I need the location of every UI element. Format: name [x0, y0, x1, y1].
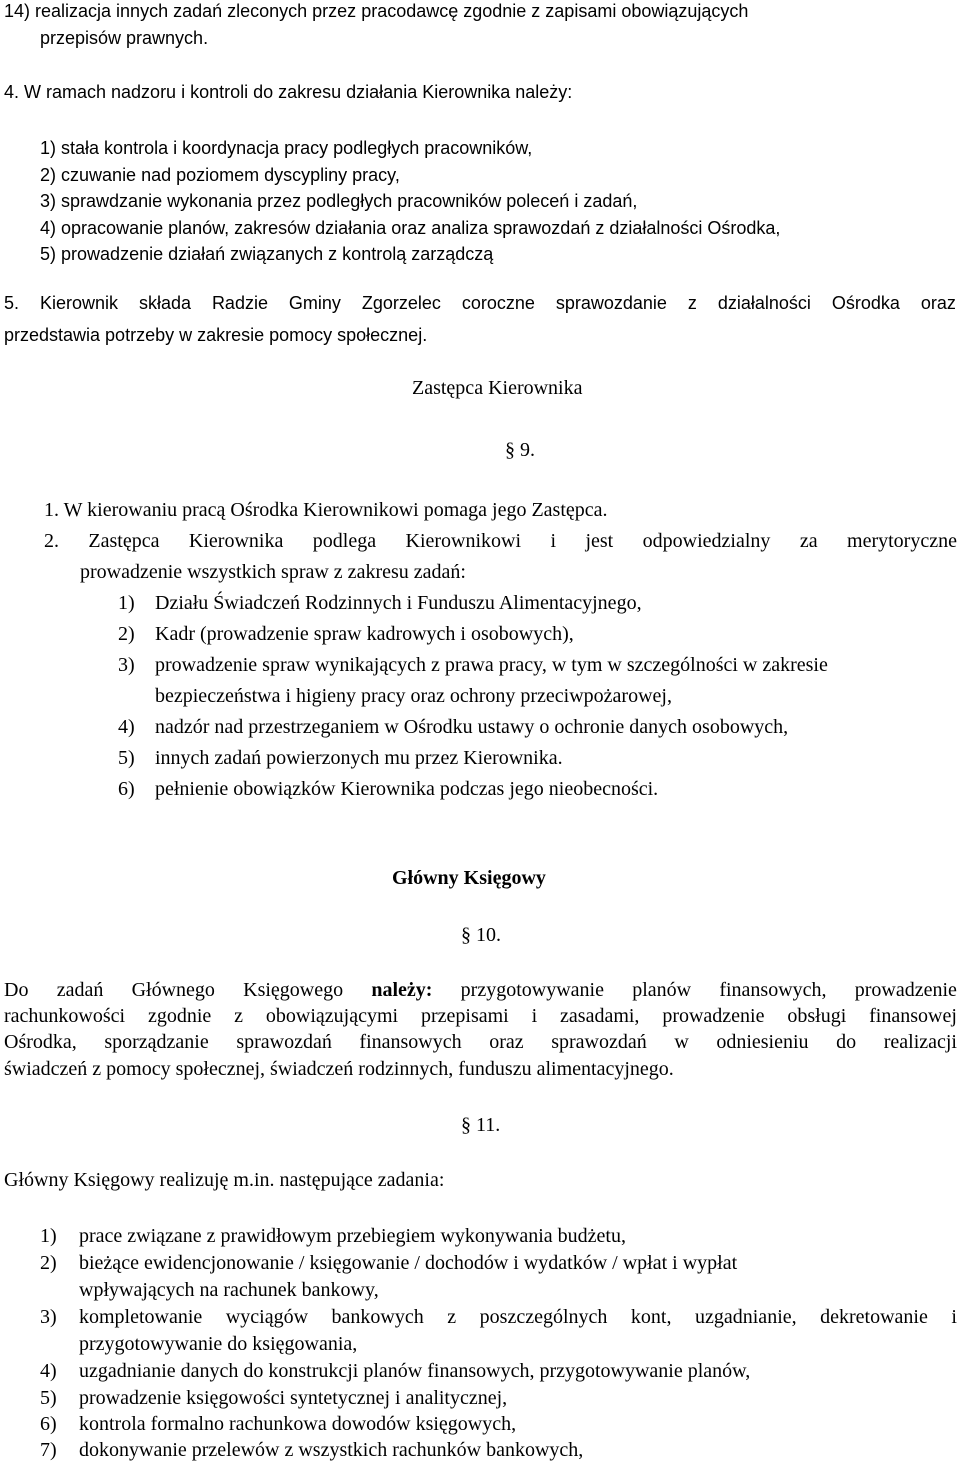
list-item: 4) nadzór nad przestrzeganiem w Ośrodku ustawy o ochronie danych osobowych,	[118, 716, 789, 738]
paragraph-2-line1: 2. Zastępca Kierownika podlega Kierownikowi i jest odpowiedzialny za merytoryczne	[44, 530, 957, 552]
list-item: 2) czuwanie nad poziomem dyscypliny pracy,	[40, 165, 400, 185]
paragraph-5-line2: przedstawia potrzeby w zakresie pomocy społecznej.	[4, 325, 428, 345]
tasks-intro: Główny Księgowy realizuję m.in. następujące zadania:	[4, 1169, 445, 1191]
list-item: 2) bieżące ewidencjonowanie / księgowanie / dochodów i wydatków / wpłat i wypłat	[40, 1252, 738, 1274]
list-item-continuation: bezpieczeństwa i higieny pracy oraz ochrony przeciwpożarowej,	[155, 685, 672, 707]
list-item-continuation: przygotowywanie do księgowania,	[79, 1333, 358, 1355]
paragraph-1: 1. W kierowaniu pracą Ośrodka Kierownikowi pomaga jego Zastępca.	[44, 499, 608, 521]
paragraph-line: świadczeń z pomocy społecznej, świadczeń rodzinnych, funduszu alimentacyjnego.	[4, 1058, 674, 1080]
paragraph-line: Do zadań Głównego Księgowego należy: przygotowywanie planów finansowych, prowadzenie	[4, 979, 957, 1001]
list-item: 3) kompletowanie wyciągów bankowych z poszczególnych kont, uzgadnianie, dekretowanie i	[40, 1306, 957, 1328]
list-item: 1) stała kontrola i koordynacja pracy podległych pracowników,	[40, 138, 533, 158]
list-item: 6) pełnienie obowiązków Kierownika podczas jego nieobecności.	[118, 778, 659, 800]
list-item-14-line2: przepisów prawnych.	[40, 28, 209, 48]
paragraph-5-line1: 5. Kierownik składa Radzie Gminy Zgorzelec coroczne sprawozdanie z działalności Ośrodka oraz	[4, 293, 956, 313]
list-item: 4) opracowanie planów, zakresów działania oraz analiza sprawozdań z działalności Ośrodka,	[40, 218, 781, 238]
section-heading: Główny Księgowy	[392, 867, 546, 889]
section-number: § 11.	[461, 1114, 501, 1136]
list-item: 7) dokonywanie przelewów z wszystkich rachunków bankowych,	[40, 1439, 584, 1461]
paragraph-4-intro: 4. W ramach nadzoru i kontroli do zakresu działania Kierownika należy:	[4, 82, 573, 102]
paragraph-line: rachunkowości zgodnie z obowiązującymi przepisami i zasadami, prowadzenie obsługi finansowej	[4, 1005, 957, 1027]
list-item: 4) uzgadnianie danych do konstrukcji planów finansowych, przygotowywanie planów,	[40, 1360, 751, 1382]
section-number: § 10.	[461, 924, 501, 946]
list-item: 5) prowadzenie księgowości syntetycznej i analitycznej,	[40, 1387, 508, 1409]
list-item: 1) Działu Świadczeń Rodzinnych i Funduszu Alimentacyjnego,	[118, 592, 642, 614]
list-item: 5) innych zadań powierzonych mu przez Kierownika.	[118, 747, 563, 769]
list-item-continuation: wpływających na rachunek bankowy,	[79, 1279, 379, 1301]
section-number: § 9.	[505, 439, 535, 461]
list-item: 2) Kadr (prowadzenie spraw kadrowych i osobowych),	[118, 623, 574, 645]
list-item: 3) prowadzenie spraw wynikających z prawa pracy, w tym w szczególności w zakresie	[118, 654, 828, 676]
section-heading: Zastępca Kierownika	[412, 377, 583, 399]
list-item: 5) prowadzenie działań związanych z kontrolą zarządczą	[40, 244, 494, 264]
paragraph-2-line2: prowadzenie wszystkich spraw z zakresu zadań:	[80, 561, 466, 583]
list-item: 1) prace związane z prawidłowym przebiegiem wykonywania budżetu,	[40, 1225, 626, 1247]
paragraph-line: Ośrodka, sporządzanie sprawozdań finansowych oraz sprawozdań w odniesieniu do realizacji	[4, 1031, 957, 1053]
list-item: 3) sprawdzanie wykonania przez podległych pracowników poleceń i zadań,	[40, 191, 638, 211]
list-item: 6) kontrola formalno rachunkowa dowodów księgowych,	[40, 1413, 517, 1435]
list-item-14-line1: 14) realizacja innych zadań zleconych przez pracodawcę zgodnie z zapisami obowiązujących	[4, 1, 749, 21]
